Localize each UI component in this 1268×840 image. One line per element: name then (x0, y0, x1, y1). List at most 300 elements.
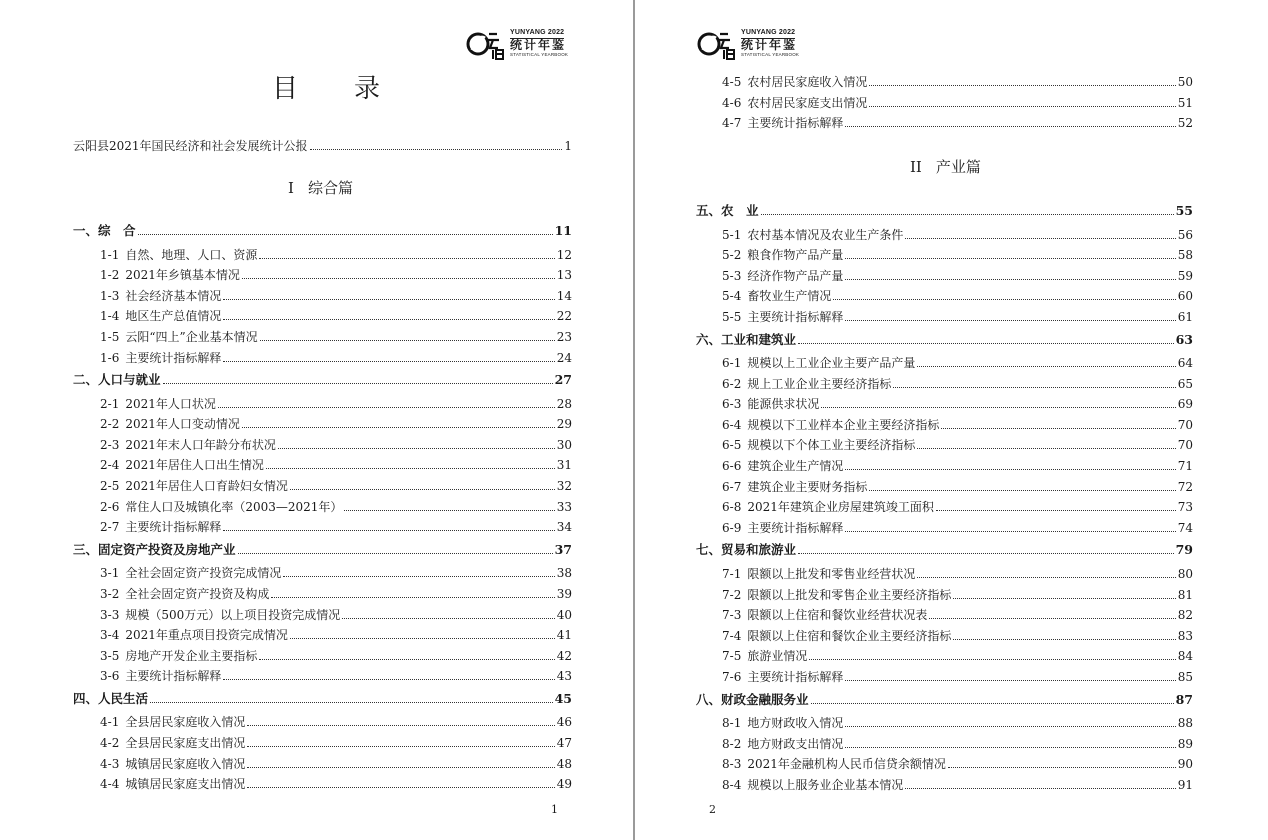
toc-entry-page: 12 (556, 247, 572, 262)
toc-entry-code: 2-6 (100, 499, 120, 514)
toc-chapter[interactable] (73, 370, 572, 390)
toc-entry-code: 1-4 (100, 309, 120, 324)
toc-entry-page: 50 (1177, 75, 1193, 89)
toc-entry[interactable] (100, 414, 572, 434)
toc-entry-label (100, 286, 221, 306)
toc-entry-code: 2-3 (100, 437, 120, 452)
toc-entry-code: 3-2 (100, 586, 120, 601)
toc-entry-page: 82 (1177, 608, 1193, 623)
leader-dots (845, 258, 1175, 259)
toc-entry[interactable] (722, 477, 1193, 497)
toc-entry-label (722, 775, 903, 795)
toc-entry-code: 5-2 (722, 248, 742, 263)
toc-entry-page: 24 (556, 350, 572, 365)
toc-entry-text: 主要统计指标解释 (747, 520, 844, 535)
yunyang-logo-icon (694, 28, 740, 60)
leader-dots (845, 680, 1175, 681)
toc-entry[interactable] (722, 225, 1193, 245)
toc-entry-page: 83 (1177, 628, 1193, 643)
toc-entry-page: 80 (1177, 566, 1193, 581)
toc-entry-text: 规模以上服务业企业基本情况 (747, 777, 904, 792)
toc-entry-code: 7-2 (722, 587, 742, 602)
toc-entry-label (100, 327, 258, 347)
leader-dots (342, 618, 554, 619)
toc-entry-label (100, 605, 340, 625)
toc-entry-code: 4-4 (100, 777, 120, 792)
toc-entry[interactable] (100, 733, 572, 753)
toc-chapter[interactable] (696, 690, 1193, 710)
toc-entry-page: 23 (556, 329, 572, 344)
toc-entry[interactable] (722, 307, 1193, 327)
toc-entry-label (722, 734, 843, 754)
toc-entry-label (722, 518, 843, 538)
toc-entry-text: 农村居民家庭支出情况 (747, 95, 868, 110)
leader-dots (344, 510, 554, 511)
toc-entry-page: 33 (556, 499, 572, 514)
toc-entry[interactable] (100, 435, 572, 455)
toc-entry-text: 地方财政收入情况 (747, 716, 844, 730)
toc-entry-code: 6-2 (722, 376, 742, 391)
toc-entry-code: 4-2 (100, 736, 120, 750)
leader-dots (948, 767, 1176, 768)
toc-entry-code: 8-2 (722, 736, 742, 751)
leader-dots (223, 319, 554, 320)
toc-entry-text: 畜牧业生产情况 (747, 289, 832, 304)
toc-entry-code: 3-4 (100, 628, 120, 643)
toc-entry-label (722, 307, 843, 327)
leader-dots (247, 725, 554, 726)
toc-entry-label (100, 666, 221, 686)
toc-entry-page: 87 (1175, 691, 1193, 707)
toc-entry[interactable] (100, 774, 572, 794)
toc-entry-label (100, 414, 240, 434)
toc-entry-page: 48 (556, 756, 572, 771)
toc-entry-text: 农村基本情况及农业生产条件 (747, 227, 904, 242)
toc-entry-label (100, 455, 264, 475)
toc-chapter[interactable] (73, 221, 572, 241)
left-page (0, 0, 633, 840)
part-heading (910, 157, 981, 177)
toc-entry-label (100, 774, 245, 794)
toc-entry-page: 42 (556, 648, 572, 663)
leader-dots (845, 531, 1175, 532)
toc-entry-page: 39 (556, 586, 572, 601)
toc-entry-label (722, 456, 843, 476)
toc-entry-page: 84 (1177, 649, 1193, 664)
toc-entry-page: 85 (1177, 669, 1193, 684)
toc-entry[interactable] (100, 497, 572, 517)
leader-dots (259, 258, 554, 259)
toc-chapter-label (73, 689, 148, 709)
toc-entry-code: 7-4 (722, 628, 742, 643)
toc-entry-label (722, 646, 807, 666)
toc-entry-text: 五、农 业 (696, 203, 759, 218)
toc-entry-text: 规上工业企业主要经济指标 (747, 376, 892, 391)
toc-entry[interactable] (722, 775, 1193, 795)
toc-entry-text: 经济作物产品产量 (747, 268, 844, 283)
toc-entry[interactable] (100, 476, 572, 496)
toc-entry-page: 45 (554, 690, 572, 706)
toc-entry-text: 农村居民家庭收入情况 (747, 75, 868, 89)
toc-entry[interactable] (722, 605, 1193, 625)
leader-dots (290, 489, 555, 490)
toc-entry-page: 38 (556, 566, 572, 581)
toc-entry[interactable] (100, 327, 572, 347)
toc-entry-label (100, 476, 288, 496)
toc-entry[interactable] (100, 455, 572, 475)
toc-entry-label (722, 585, 951, 605)
toc-entry-label (722, 286, 831, 306)
toc-entry-label (100, 733, 245, 753)
toc-entry-page: 14 (556, 288, 572, 303)
toc-entry-page: 27 (554, 372, 572, 388)
toc-entry-label (722, 564, 915, 584)
toc-entry-text: 规模以上工业企业主要产品产量 (747, 356, 916, 370)
logo-main-line: 统计年鉴 (741, 38, 798, 52)
toc-entry-bulletin[interactable] (73, 136, 572, 156)
yearbook-logo (694, 28, 806, 60)
toc-entry-text: 限额以上批发和零售企业主要经济指标 (747, 587, 952, 602)
toc-entry-page: 52 (1177, 116, 1193, 131)
toc-entry-code: 6-5 (722, 438, 742, 453)
toc-entry-page: 51 (1177, 95, 1193, 110)
leader-dots (218, 407, 555, 408)
leader-dots (821, 407, 1175, 408)
part-numeral: I (288, 179, 294, 197)
toc-entry-page: 72 (1177, 479, 1193, 494)
toc-entry[interactable] (100, 245, 572, 265)
toc-entry-code: 5-3 (722, 268, 742, 283)
leader-dots (845, 320, 1175, 321)
logo-main-line: 统计年鉴 (510, 38, 567, 52)
toc-entry-page: 29 (556, 417, 572, 432)
toc-entry-code: 8-4 (722, 777, 742, 792)
toc-entry-code: 4-5 (722, 75, 742, 89)
toc-entry-text: 房地产开发企业主要指标 (125, 648, 258, 663)
toc-entry-code: 1-3 (100, 288, 120, 303)
leader-dots (223, 530, 554, 531)
toc-entry-code: 5-1 (722, 227, 742, 242)
toc-entry[interactable] (100, 646, 572, 666)
toc-entry-code: 8-1 (722, 716, 742, 730)
toc-entry[interactable] (722, 394, 1193, 414)
toc-entry-page: 65 (1177, 376, 1193, 391)
leader-dots (259, 659, 554, 660)
leader-dots (809, 659, 1175, 660)
toc-entry-text: 建筑企业主要财务指标 (747, 479, 868, 494)
part-label: 产业篇 (935, 158, 981, 176)
leader-dots (833, 299, 1175, 300)
toc-entry-text: 主要统计指标解释 (125, 520, 222, 535)
toc-entry-text: 主要统计指标解释 (125, 350, 222, 365)
toc-entry-page: 58 (1177, 248, 1193, 263)
leader-dots (845, 747, 1175, 748)
toc-entry-label (100, 517, 221, 537)
toc-chapter[interactable] (73, 540, 572, 560)
toc-entry-code: 6-7 (722, 479, 742, 494)
toc-entry[interactable] (100, 517, 572, 537)
toc-entry[interactable] (722, 667, 1193, 687)
toc-entry[interactable] (722, 113, 1193, 133)
toc-entry[interactable] (722, 374, 1193, 394)
toc-chapter[interactable] (696, 201, 1193, 221)
toc-entry-text: 云阳“四上”企业基本情况 (125, 329, 258, 344)
toc-entry-label (722, 415, 939, 435)
toc-entry-code: 6-6 (722, 459, 742, 473)
toc-entry[interactable] (722, 435, 1193, 455)
toc-entry[interactable] (100, 666, 572, 686)
toc-entry-page: 37 (554, 541, 572, 557)
toc-chapter[interactable] (696, 330, 1193, 350)
part-heading (288, 178, 353, 198)
toc-entry-code: 3-1 (100, 566, 120, 581)
toc-entry-text: 主要统计指标解释 (747, 309, 844, 324)
toc-entry-label (722, 754, 946, 774)
toc-entry[interactable] (722, 626, 1193, 646)
toc-entry-label (100, 245, 257, 265)
leader-dots (247, 787, 554, 788)
leader-dots (869, 490, 1175, 491)
toc-title: 目录 (272, 74, 437, 104)
toc-entry-code: 1-6 (100, 350, 120, 365)
toc-entry-label (722, 713, 843, 733)
leader-dots (936, 510, 1176, 511)
toc-entry-label (100, 646, 257, 666)
toc-entry-text: 2021年金融机构人民币信贷余额情况 (747, 757, 946, 772)
toc-entry-code: 2-4 (100, 458, 120, 473)
toc-entry-label (722, 374, 891, 394)
toc-entry-label (100, 435, 276, 455)
toc-entry[interactable] (722, 456, 1193, 476)
toc-chapter[interactable] (73, 689, 572, 709)
toc-entry-page: 88 (1177, 716, 1193, 730)
toc-entry-code: 3-3 (100, 607, 120, 622)
toc-entry-text: 地区生产总值情况 (125, 309, 222, 324)
toc-entry-label (722, 626, 951, 646)
leader-dots (242, 427, 555, 428)
toc-entry-text: 2021年居住人口出生情况 (125, 458, 264, 473)
toc-entry-code: 3-5 (100, 648, 120, 663)
toc-entry-code: 1-1 (100, 247, 120, 262)
toc-entry-text: 全县居民家庭支出情况 (125, 736, 246, 750)
toc-entry-page: 40 (556, 607, 572, 622)
toc-entry-page: 81 (1177, 587, 1193, 602)
toc-entry-label (100, 712, 245, 732)
logo-top-line: YUNYANG 2022 (741, 29, 795, 39)
leader-dots (953, 598, 1175, 599)
toc-entry[interactable] (100, 563, 572, 583)
toc-entry[interactable] (722, 286, 1193, 306)
toc-entry-code: 6-9 (722, 520, 742, 535)
toc-entry-text: 地方财政支出情况 (747, 736, 844, 751)
toc-entry-text: 2021年建筑企业房屋建筑竣工面积 (747, 500, 934, 515)
toc-entry-text: 旅游业情况 (747, 649, 808, 664)
leader-dots (223, 679, 554, 680)
toc-entry[interactable] (722, 93, 1193, 113)
toc-entry-page: 89 (1177, 736, 1193, 751)
leader-dots (247, 767, 554, 768)
toc-entry-page: 60 (1177, 289, 1193, 304)
toc-entry-code: 1-5 (100, 329, 120, 344)
toc-entry-label (722, 667, 843, 687)
toc-entry-label (722, 245, 843, 265)
toc-entry-text: 主要统计指标解释 (747, 669, 844, 684)
toc-entry-label (722, 394, 819, 414)
toc-entry-text: 一、综 合 (73, 223, 136, 238)
toc-entry-text: 全社会固定资产投资及构成 (125, 586, 270, 601)
toc-entry-page: 69 (1177, 397, 1193, 412)
leader-dots (271, 597, 554, 598)
toc-entry[interactable] (100, 625, 572, 645)
leader-dots (893, 387, 1175, 388)
leader-dots (845, 126, 1175, 127)
toc-entry[interactable] (722, 585, 1193, 605)
toc-entry-label (722, 353, 915, 373)
toc-entry-page: 22 (556, 309, 572, 324)
toc-entry-page: 31 (556, 458, 572, 473)
toc-entry-code: 2-2 (100, 417, 120, 432)
toc-entry-text: 三、固定资产投资及房地产业 (73, 541, 236, 557)
logo-bottom-line: STATISTICAL YEARBOOK (741, 52, 800, 57)
toc-entry-text: 七、贸易和旅游业 (696, 542, 797, 558)
toc-entry-text: 限额以上批发和零售业经营状况 (747, 566, 916, 581)
toc-entry[interactable] (722, 646, 1193, 666)
toc-entry-text: 全县居民家庭收入情况 (125, 715, 246, 730)
toc-entry-page: 79 (1175, 542, 1193, 558)
toc-entry-code: 6-4 (722, 417, 742, 432)
toc-entry[interactable] (722, 415, 1193, 435)
toc-entry[interactable] (722, 353, 1193, 373)
toc-entry-code: 5-4 (722, 289, 742, 304)
toc-chapter-label (73, 540, 236, 560)
toc-entry-code: 2-7 (100, 520, 120, 535)
toc-entry-text: 主要统计指标解释 (747, 116, 844, 131)
toc-entry-code: 6-8 (722, 500, 742, 515)
toc-entry-text: 2021年末人口年龄分布状况 (125, 437, 276, 452)
toc-entry-page: 70 (1177, 417, 1193, 432)
toc-entry-page: 34 (556, 520, 572, 535)
toc-entry-label (722, 605, 927, 625)
leader-dots (283, 576, 554, 577)
toc-entry-label (722, 72, 867, 92)
toc-entry-code: 4-7 (722, 116, 742, 131)
toc-entry-label (722, 93, 867, 113)
toc-entry[interactable] (100, 754, 572, 774)
toc-entry-page: 1 (564, 139, 572, 153)
toc-chapter-label (696, 330, 796, 350)
leader-dots (138, 234, 553, 235)
leader-dots (266, 468, 555, 469)
leader-dots (905, 788, 1175, 789)
toc-entry[interactable] (722, 497, 1193, 517)
toc-entry[interactable] (100, 286, 572, 306)
toc-entry-text: 六、工业和建筑业 (696, 331, 797, 347)
toc-entry-label (100, 394, 216, 414)
toc-entry[interactable] (722, 266, 1193, 286)
toc-entry[interactable] (100, 265, 572, 285)
toc-entry-label: 云阳县2021年国民经济和社会发展统计公报 (73, 139, 308, 153)
toc-chapter[interactable] (696, 540, 1193, 560)
leader-dots (242, 278, 555, 279)
toc-entry[interactable] (100, 584, 572, 604)
toc-entry-code: 7-1 (722, 566, 742, 581)
toc-entry-page: 70 (1177, 438, 1193, 453)
toc-entry-page: 13 (556, 268, 572, 283)
toc-entry-label (722, 477, 867, 497)
leader-dots (761, 214, 1174, 215)
toc-entry[interactable] (722, 713, 1193, 733)
toc-entry-text: 能源供求状况 (747, 397, 820, 412)
toc-entry-code: 6-3 (722, 397, 742, 412)
toc-entry-page: 32 (556, 479, 572, 493)
toc-entry-text: 限额以上住宿和餐饮企业主要经济指标 (747, 628, 952, 643)
toc-entry[interactable] (100, 306, 572, 326)
toc-entry-page: 47 (556, 736, 572, 750)
toc-entry[interactable] (100, 394, 572, 414)
toc-entry[interactable] (722, 564, 1193, 584)
toc-chapter-label (73, 370, 161, 390)
leader-dots (278, 448, 555, 449)
toc-entry-label (100, 348, 221, 368)
toc-entry-page: 49 (556, 777, 572, 792)
toc-entry-code: 2-5 (100, 479, 120, 493)
leader-dots (845, 469, 1175, 470)
toc-entry-label (100, 306, 221, 326)
toc-entry-page: 56 (1177, 227, 1193, 242)
toc-entry-page: 90 (1177, 757, 1193, 772)
leader-dots (223, 299, 554, 300)
leader-dots (869, 106, 1175, 107)
leader-dots (290, 638, 555, 639)
toc-entry[interactable] (722, 518, 1193, 538)
toc-entry-page: 41 (556, 628, 572, 643)
leader-dots (798, 343, 1174, 344)
toc-entry-label (722, 113, 843, 133)
toc-entry[interactable] (100, 712, 572, 732)
yearbook-logo (463, 28, 575, 60)
toc-entry-page: 64 (1177, 356, 1193, 370)
toc-entry[interactable] (722, 754, 1193, 774)
toc-entry[interactable] (100, 348, 572, 368)
toc-entry[interactable] (722, 72, 1193, 92)
toc-entry-page: 71 (1177, 459, 1193, 473)
leader-dots (163, 383, 553, 384)
toc-entry-text: 2021年人口状况 (125, 396, 216, 411)
toc-entry-page: 55 (1175, 203, 1193, 218)
toc-entry-code: 7-3 (722, 608, 742, 623)
toc-entry-text: 粮食作物产品产量 (747, 248, 844, 263)
toc-entry-page: 11 (554, 223, 572, 238)
leader-dots (929, 618, 1175, 619)
toc-entry-text: 2021年人口变动情况 (125, 417, 240, 432)
toc-entry-text: 建筑企业生产情况 (747, 459, 844, 473)
toc-entry-page: 73 (1177, 500, 1193, 515)
yunyang-logo-icon (463, 28, 509, 60)
leader-dots (917, 448, 1175, 449)
toc-entry[interactable] (722, 245, 1193, 265)
toc-entry-code: 3-6 (100, 669, 120, 684)
toc-entry[interactable] (100, 605, 572, 625)
toc-entry[interactable] (722, 734, 1193, 754)
toc-entry-label (100, 625, 288, 645)
right-page (635, 0, 1268, 840)
toc-entry-code: 2-1 (100, 396, 120, 411)
toc-entry-page: 63 (1175, 331, 1193, 347)
leader-dots (247, 746, 554, 747)
toc-entry-text: 二、人口与就业 (73, 372, 161, 388)
toc-entry-text: 规模以下个体工业主要经济指标 (747, 438, 916, 453)
toc-entry-text: 常住人口及城镇化率（2003—2021年） (125, 499, 343, 514)
